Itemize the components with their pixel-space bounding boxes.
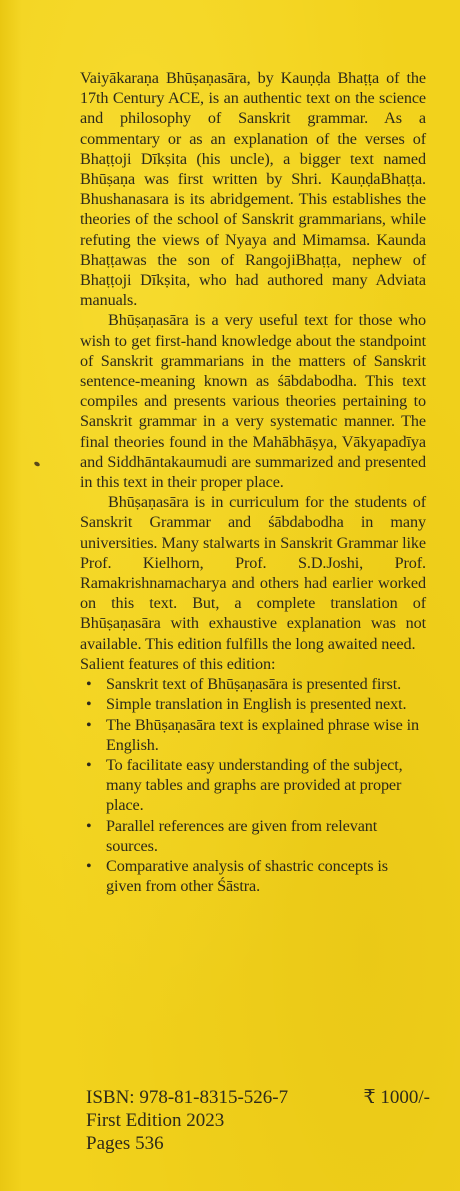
blurb-paragraph-2: Bhūṣaṇasāra is a very useful text for those who wish to get first-hand knowledge about the standpoint of Sanskrit grammarians in the matters of Sanskrit sentence-meaning known as śābdabodha. This text compiles and presents various theories pertaining to Sanskrit grammar in a very systematic manner. The final theories found in the Mahābhāṣya, Vākyapadīya and Siddhāntakaumudi are summarized and presented in this text in their proper place. (80, 311, 426, 492)
page-count: Pages 536 (86, 1133, 164, 1154)
feature-text: Sanskrit text of Bhūṣaṇasāra is presented first. (106, 675, 402, 694)
price: ₹ 1000/- (363, 1087, 430, 1108)
isbn: ISBN: 978-81-8315-526-7 (86, 1087, 289, 1108)
isbn-price-row (86, 1086, 430, 1109)
bullet-icon: • (86, 715, 92, 734)
bullet-icon: • (86, 695, 92, 714)
blurb-paragraph-3: Bhūṣaṇasāra is in curriculum for the students of Sanskrit Grammar and śābdabodha in many universities. Many stalwarts in Sanskrit Grammar like Prof. Kielhorn, Prof. S.D.Joshi, Prof. Ramakrishnamacharya and others had earlier worked on this text. But, a complete translation of Bhūṣaṇasāra with exhaustive explanation was not available. This edition fulfills the long awaited need. (80, 493, 426, 653)
feature-item (80, 755, 426, 816)
features-list (80, 674, 426, 896)
feature-item (80, 674, 426, 694)
print-speck (33, 461, 40, 467)
feature-item (80, 694, 426, 714)
features-heading: Salient features of this edition: (80, 654, 276, 673)
publication-details (86, 1086, 430, 1155)
cover-edge-shadow (0, 0, 22, 1191)
bullet-icon: • (86, 675, 92, 694)
feature-item (80, 816, 426, 856)
bullet-icon: • (86, 755, 92, 774)
bullet-icon: • (86, 816, 92, 835)
feature-text: Comparative analysis of shastric concepts is given from other Śāstra. (106, 856, 388, 896)
feature-text: Simple translation in English is presented next. (106, 695, 407, 714)
feature-item (80, 856, 426, 896)
feature-item (80, 715, 426, 755)
blurb-paragraph-1: Vaiyākaraṇa Bhūṣaṇasāra, by Kauṇḍa Bhaṭṭa of the 17th Century ACE, is an authentic text on the science and philosophy of Sanskrit grammar. As a commentary or as an explanation of the verses of Bhaṭṭoji Dīkṣita (his uncle), a bigger text named Bhūṣaṇa was first written by Shri. KauṇḍaBhaṭṭa. Bhushanasara is its abridgement. This establishes the theories of the school of Sanskrit grammarians, while refuting the views of Nyaya and Mimamsa. Kaunda Bhaṭṭawas the son of RangojiBhaṭṭa, nephew of Bhaṭṭoji Dīkṣita, who had authored many Adviata manuals. (80, 69, 426, 310)
edition: First Edition 2023 (86, 1110, 225, 1131)
bullet-icon: • (86, 856, 92, 875)
cover-blurb (80, 68, 426, 896)
feature-text: To facilitate easy understanding of the subject, many tables and graphs are provided at proper place. (106, 755, 403, 815)
feature-text: The Bhūṣaṇasāra text is explained phrase wise in English. (106, 715, 420, 754)
feature-text: Parallel references are given from relevant sources. (106, 816, 378, 855)
